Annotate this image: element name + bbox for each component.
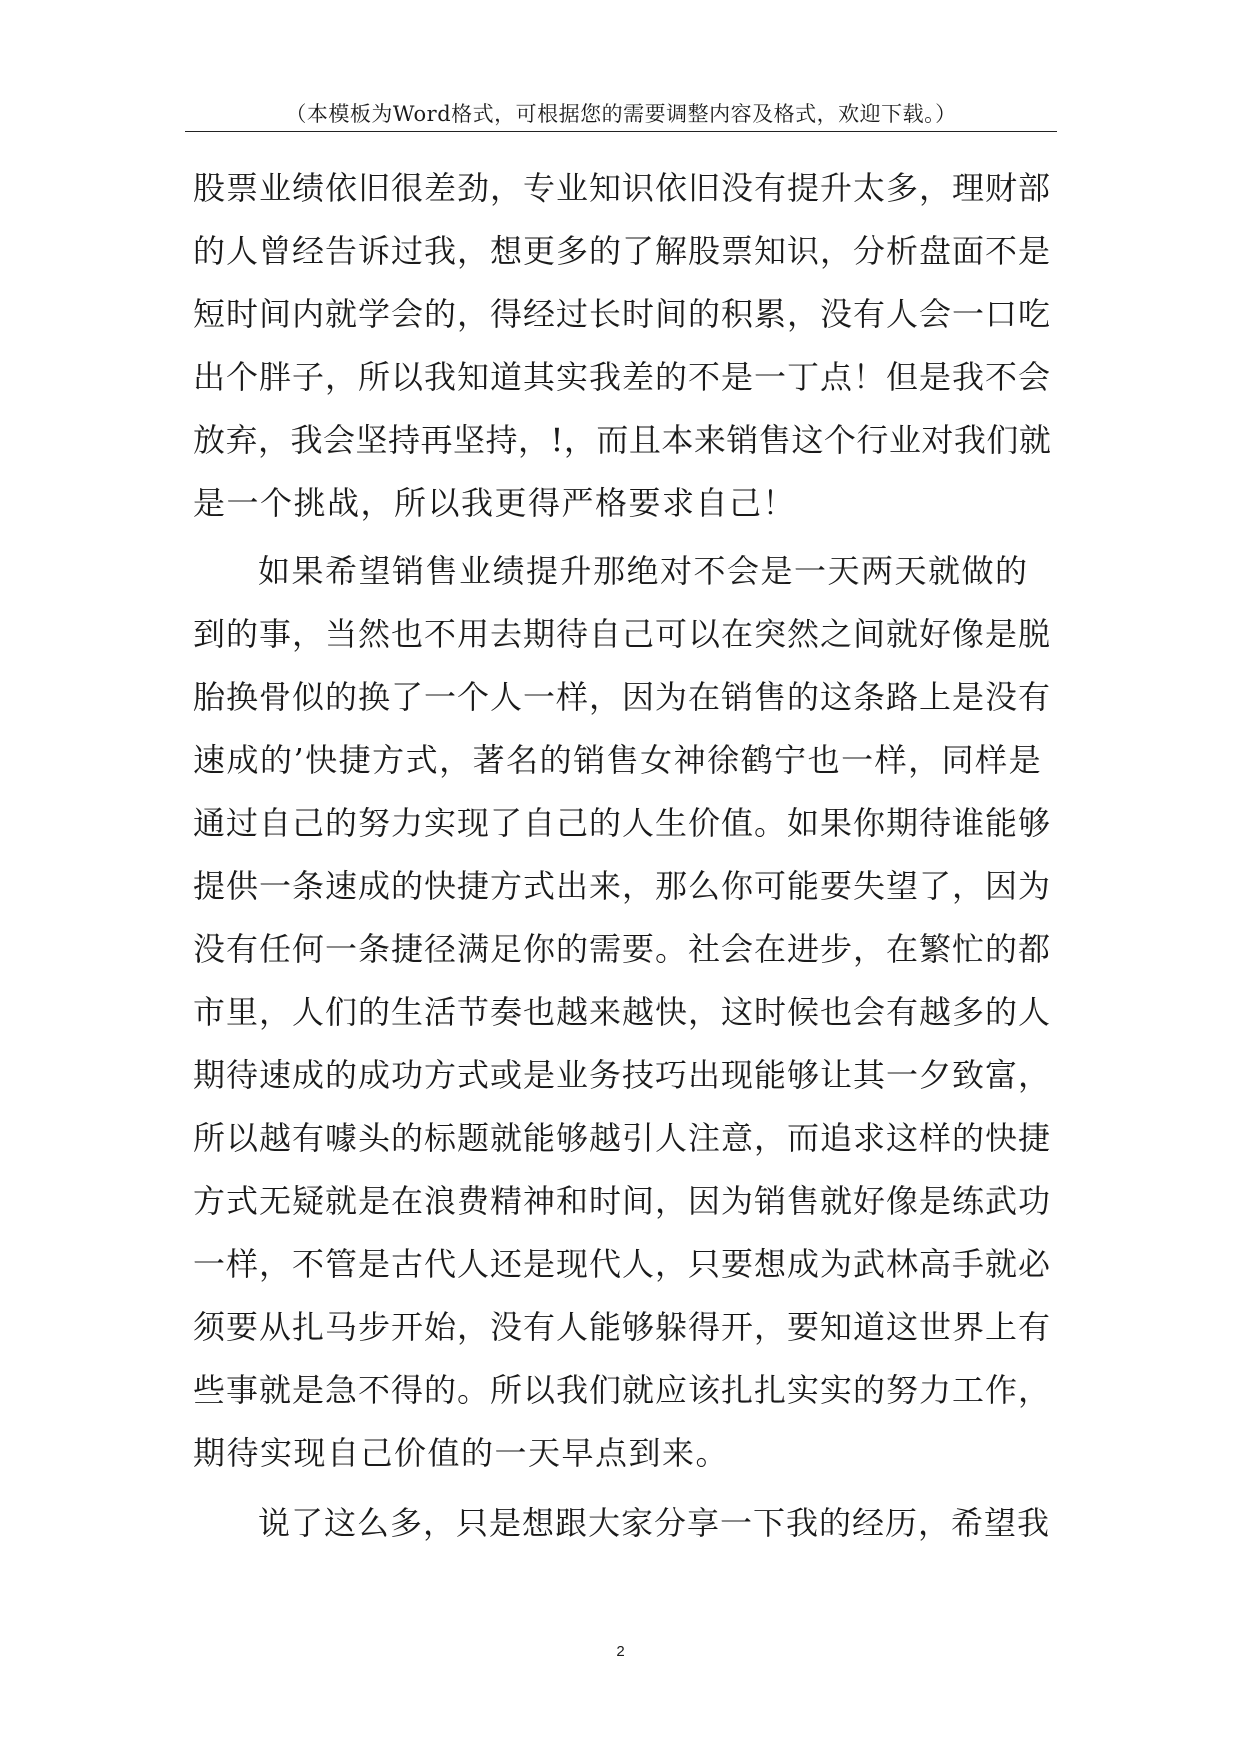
text-line: 没有任何一条捷径满足你的需要。社会在进步，在繁忙的都 <box>193 930 1052 968</box>
text-line: 速成的’快捷方式，著名的销售女神徐鹤宁也一样，同样是 <box>193 741 1043 779</box>
text-line: 出个胖子，所以我知道其实我差的不是一丁点！但是我不会 <box>193 358 1052 396</box>
text-line: 些事就是急不得的。所以我们就应该扎扎实实的努力工作， <box>193 1371 1052 1409</box>
text-line: 胎换骨似的换了一个人一样，因为在销售的这条路上是没有 <box>193 678 1052 716</box>
page-header: （本模板为Word格式，可根据您的需要调整内容及格式，欢迎下载。） <box>285 102 957 126</box>
text-line: 一样，不管是古代人还是现代人，只要想成为武林高手就必 <box>193 1245 1052 1283</box>
text-line: 期待实现自己价值的一天早点到来。 <box>193 1434 730 1472</box>
text-line: 所以越有噱头的标题就能够越引人注意，而追求这样的快捷 <box>193 1119 1052 1157</box>
text-line: 说了这么多，只是想跟大家分享一下我的经历，希望我 <box>258 1504 1051 1542</box>
text-line: 到的事，当然也不用去期待自己可以在突然之间就好像是脱 <box>193 615 1052 653</box>
text-line: 通过自己的努力实现了自己的人生价值。如果你期待谁能够 <box>193 804 1052 842</box>
text-line: 期待速成的成功方式或是业务技巧出现能够让其一夕致富， <box>193 1056 1052 1094</box>
page-number: 2 <box>616 1643 625 1660</box>
text-line: 如果希望销售业绩提升那绝对不会是一天两天就做的 <box>258 552 1029 590</box>
text-line: 市里，人们的生活节奏也越来越快，这时候也会有越多的人 <box>193 993 1052 1031</box>
text-line: 放弃，我会坚持再坚持，!，而且本来销售这个行业对我们就 <box>193 421 1052 459</box>
text-line: 短时间内就学会的，得经过长时间的积累，没有人会一口吃 <box>193 295 1052 333</box>
text-line: 股票业绩依旧很差劲，专业知识依旧没有提升太多，理财部 <box>193 169 1052 207</box>
header-rule <box>185 131 1057 132</box>
text-line: 提供一条速成的快捷方式出来，那么你可能要失望了，因为 <box>193 867 1052 905</box>
text-line: 的人曾经告诉过我，想更多的了解股票知识，分析盘面不是 <box>193 232 1052 270</box>
text-line: 是一个挑战，所以我更得严格要求自己！ <box>193 484 797 522</box>
text-line: 须要从扎马步开始，没有人能够躲得开，要知道这世界上有 <box>193 1308 1052 1346</box>
text-line: 方式无疑就是在浪费精神和时间，因为销售就好像是练武功 <box>193 1182 1052 1220</box>
